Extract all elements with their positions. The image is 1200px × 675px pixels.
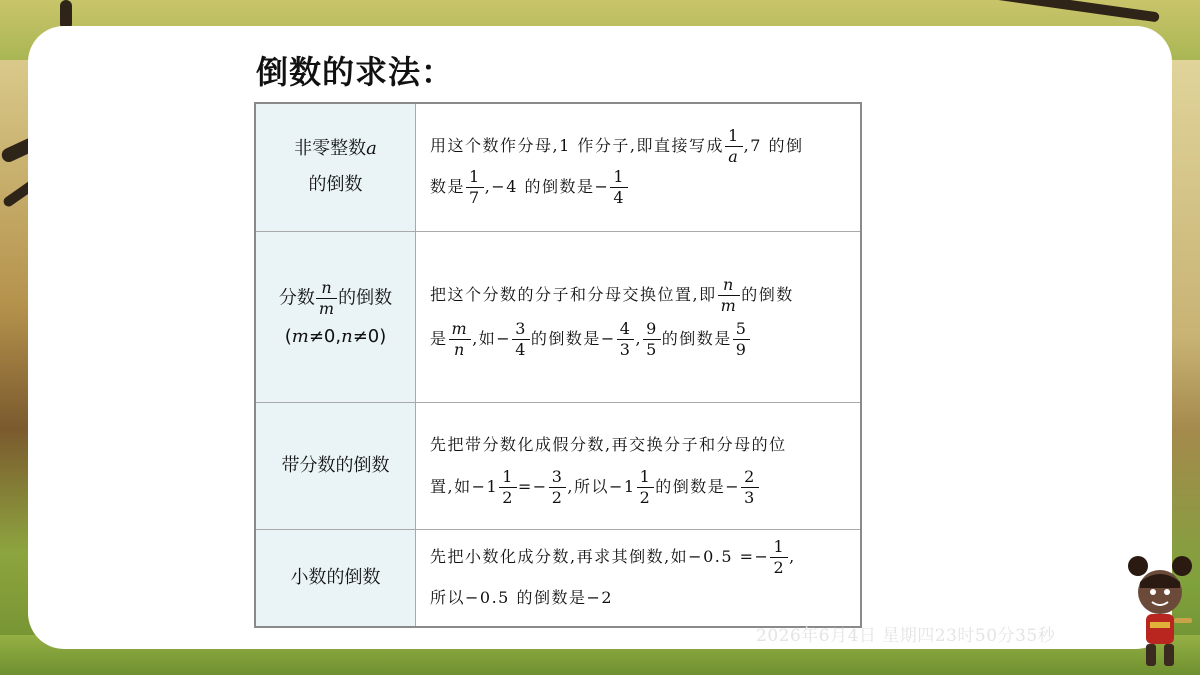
denominator: m	[318, 299, 335, 318]
numerator: 1	[610, 167, 628, 188]
fraction	[637, 467, 655, 508]
numerator: 3	[549, 467, 567, 488]
row-description	[416, 103, 862, 231]
numerator: m	[449, 319, 472, 340]
label-text: 非零整数	[294, 138, 367, 160]
fraction	[643, 319, 661, 360]
label-text: 的倒数	[308, 174, 363, 196]
label-text: (	[284, 326, 292, 347]
fraction	[725, 126, 743, 167]
reciprocal-method-table	[254, 102, 862, 628]
table-row	[255, 231, 861, 402]
fraction	[733, 319, 751, 360]
label-text: 的倒数	[338, 287, 393, 309]
desc-text: 先把小数化成分数,再求其倒数,如−0.5 =−	[430, 547, 770, 567]
numerator: 1	[725, 126, 743, 147]
fraction	[741, 467, 759, 508]
label-text: 带分数的倒数	[281, 454, 390, 476]
label-text: ≠0)	[352, 326, 387, 347]
row-description	[416, 529, 862, 627]
denominator: 3	[744, 487, 756, 507]
desc-text: 的倒数是−	[530, 328, 616, 348]
table-row	[255, 103, 861, 231]
row-description	[416, 231, 862, 402]
desc-text: 先把带分数化成假分数,再交换分子和分母的位	[430, 434, 787, 454]
denominator: m	[720, 295, 738, 315]
cartoon-mascot	[1124, 552, 1196, 670]
numerator: n	[718, 275, 741, 296]
numerator: 1	[770, 537, 788, 558]
numerator: 1	[499, 467, 517, 488]
numerator: 2	[741, 467, 759, 488]
denominator: 2	[502, 487, 514, 507]
fraction	[316, 278, 337, 319]
table-row	[255, 529, 861, 627]
label-var: m	[291, 326, 309, 347]
fraction	[718, 275, 741, 316]
fraction	[549, 467, 567, 508]
label-text: ≠0,	[308, 326, 342, 347]
numerator: 3	[512, 319, 530, 340]
numerator: 9	[643, 319, 661, 340]
desc-text: 是	[430, 328, 448, 348]
table-row	[255, 402, 861, 529]
denominator: n	[453, 339, 466, 359]
desc-text: ,	[789, 547, 796, 567]
denominator: 4	[613, 188, 626, 208]
label-text: 小数的倒数	[290, 566, 381, 588]
row-label	[255, 529, 416, 627]
desc-text: 数是	[430, 177, 466, 197]
desc-text: 的倒数	[741, 284, 794, 304]
desc-text: ,所以−1	[567, 476, 636, 496]
desc-text: ,−4 的倒数是−	[484, 177, 610, 197]
denominator: 2	[773, 558, 786, 578]
numerator: 1	[637, 467, 655, 488]
row-label	[255, 402, 416, 529]
label-var: a	[366, 138, 377, 160]
row-description	[416, 402, 862, 529]
denominator: 5	[646, 339, 658, 359]
desc-text: 置,如−1	[430, 476, 499, 496]
desc-text: =−	[517, 476, 548, 496]
fraction	[499, 467, 517, 508]
row-label	[255, 103, 416, 231]
desc-text: 把这个分数的分子和分母交换位置,即	[430, 284, 717, 304]
denominator: 3	[619, 339, 632, 359]
fraction	[610, 167, 628, 208]
numerator: 4	[617, 319, 635, 340]
denominator: 2	[551, 487, 564, 507]
label-var: n	[341, 326, 353, 347]
denominator: 2	[639, 487, 652, 507]
desc-text: ,	[635, 328, 643, 348]
numerator: 1	[466, 167, 484, 188]
desc-text: 所以−0.5 的倒数是−2	[430, 588, 614, 608]
denominator: a	[728, 147, 740, 167]
desc-text: 的倒数是−	[655, 476, 741, 496]
row-label	[255, 231, 416, 402]
desc-text: 用这个数作分母,1 作分子,即直接写成	[430, 136, 724, 156]
timestamp: 2026年6月4日 星期四23时50分35秒	[756, 626, 1056, 646]
fraction	[770, 537, 788, 578]
page-title: 倒数的求法：	[256, 53, 455, 91]
denominator: 9	[735, 339, 748, 359]
fraction	[449, 319, 472, 360]
denominator: 7	[469, 188, 481, 208]
denominator: 4	[515, 339, 527, 359]
numerator: n	[316, 278, 337, 299]
numerator: 5	[733, 319, 751, 340]
fraction	[617, 319, 635, 360]
desc-text: ,7 的倒	[743, 136, 804, 156]
desc-text: 的倒数是	[661, 328, 732, 348]
fraction	[466, 167, 484, 208]
fraction	[512, 319, 530, 360]
label-text: 分数	[278, 287, 315, 309]
desc-text: ,如−	[472, 328, 512, 348]
